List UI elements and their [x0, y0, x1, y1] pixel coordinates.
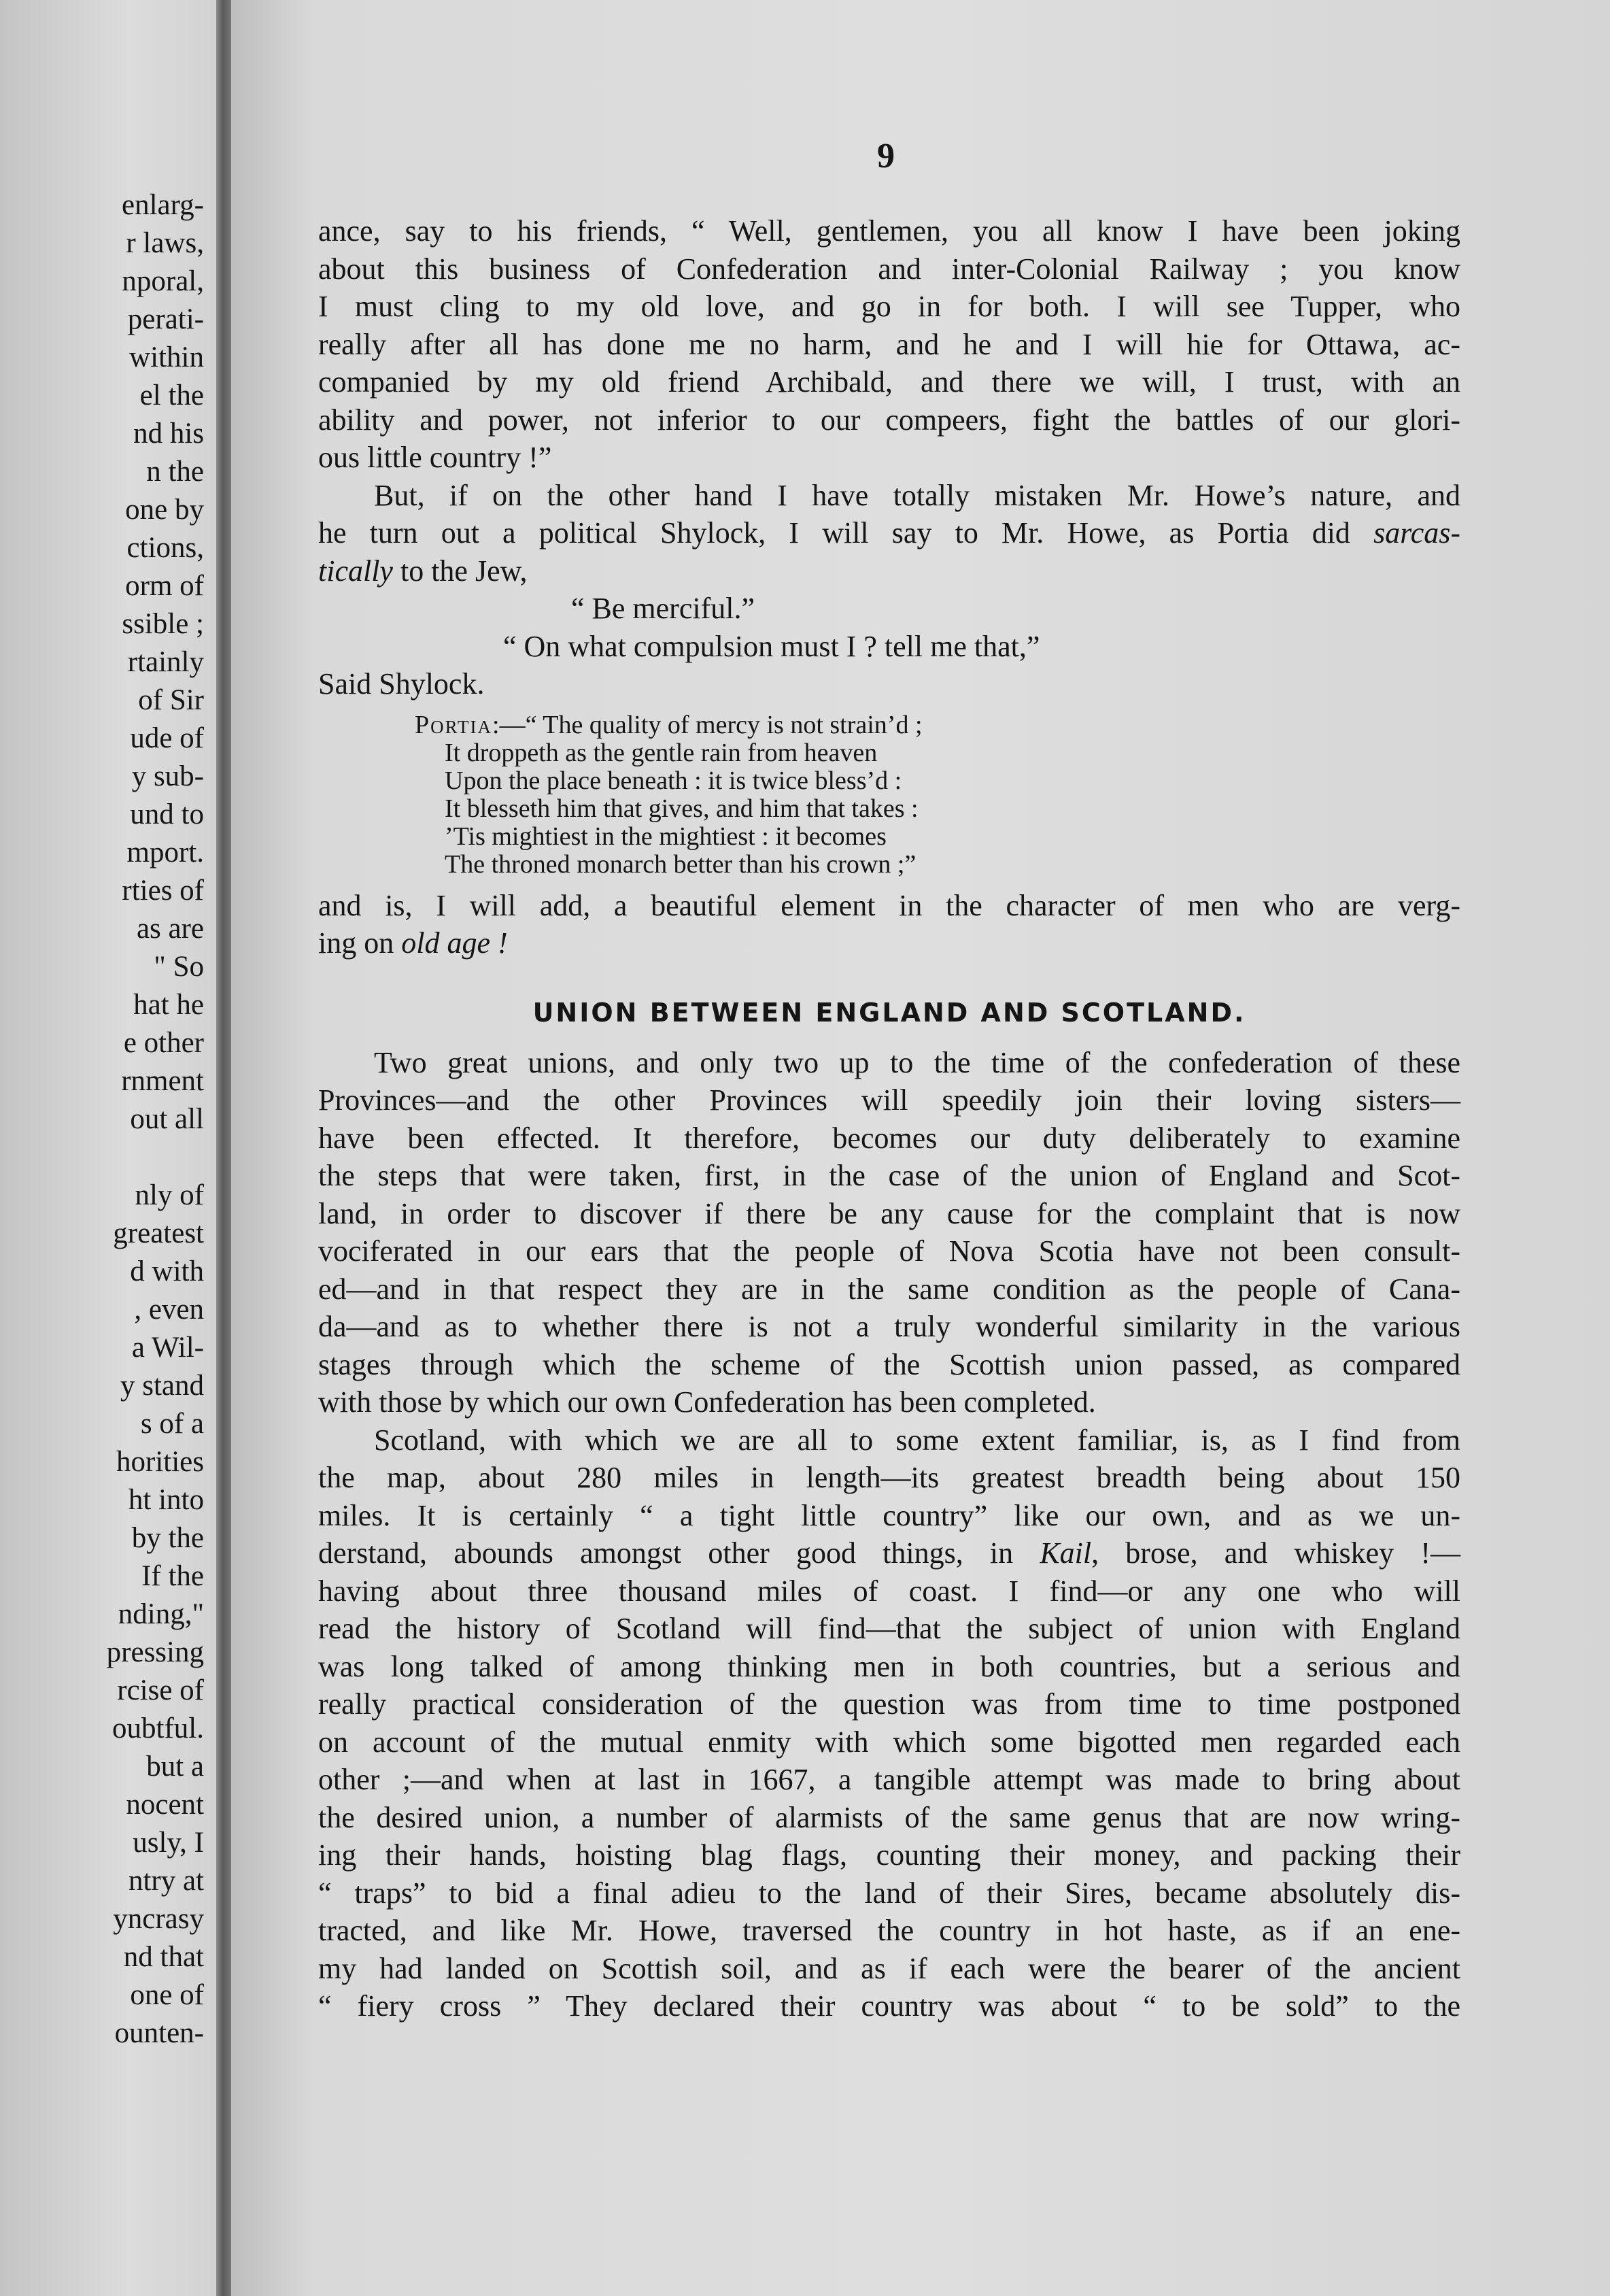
portia-line: Upon the place beneath : it is twice bless’d : [445, 766, 902, 795]
left-column-text [34, 186, 204, 2053]
text-line: having about three thousand miles of coast. I find—or any one who will [318, 1574, 1460, 1608]
left-column-line: one of [130, 1979, 204, 2011]
text-line: ed—and in that respect they are in the same condition as the people of Cana- [318, 1272, 1460, 1306]
left-column-line [34, 1138, 204, 1177]
left-column-line: el the [139, 379, 204, 411]
text-line: my had landed on Scottish soil, and as if each were the bearer of the ancient [318, 1951, 1460, 1985]
left-column-line: y sub- [131, 760, 204, 792]
paragraph-shylock [318, 477, 1460, 590]
text-line: and is, I will add, a beautiful element in the character of men who are verg- [318, 888, 1460, 922]
text-line: the steps that were taken, first, in the case of the union of England and Scot- [318, 1159, 1460, 1192]
text-line: derstand, abounds amongst other good things, in Kail, brose, and whiskey !— [318, 1536, 1461, 1570]
left-column-line: e other [123, 1027, 204, 1059]
left-column-line: hat he [133, 989, 204, 1021]
text-line: Scotland, with which we are all to some extent familiar, is, as I find from [374, 1423, 1460, 1457]
quote-compulsion: “ On what compulsion must I ? tell me that,” [503, 629, 1040, 663]
page-body [318, 212, 1460, 2025]
text-line: he turn out a political Shylock, I will say to Mr. Howe, as Portia did sarcas- [318, 516, 1460, 550]
paragraph-two-unions [318, 1044, 1460, 1421]
portia-line: Portia:—“ The quality of mercy is not strain’d ; [415, 710, 923, 739]
left-column-line: n the [146, 456, 204, 488]
text-line: companied by my old friend Archibald, and there we will, I trust, with an [318, 365, 1460, 399]
left-column-line: out all [130, 1103, 204, 1135]
portia-line: It droppeth as the gentle rain from heaven [445, 738, 878, 767]
text-line: But, if on the other hand I have totally mistaken Mr. Howe’s nature, and [374, 478, 1460, 512]
paragraph-continuation [318, 212, 1460, 477]
portia-line: It blesseth him that gives, and him that takes : [445, 794, 919, 823]
left-column-line: but a [146, 1751, 204, 1783]
left-column-line: greatest [113, 1217, 204, 1249]
text-line: stages through which the scheme of the Scottish union passed, as compared [318, 1347, 1460, 1381]
text-line: Provinces—and the other Provinces will speedily join their loving sisters— [318, 1083, 1460, 1117]
text-line: da—and as to whether there is not a truly wonderful similarity in the various [318, 1310, 1460, 1343]
said-shylock: Said Shylock. [318, 667, 485, 700]
text-line: “ fiery cross ” They declared their country was about “ to be sold” to the [318, 1989, 1460, 2023]
text-line: ance, say to his friends, “ Well, gentlemen, you all know I have been joking [318, 214, 1460, 248]
text-line: the desired union, a number of alarmists of the same genus that are now wring- [318, 1800, 1460, 1834]
left-page-edge [0, 0, 216, 2296]
left-column-line: ssible ; [122, 608, 204, 640]
text-line: ing their hands, hoisting blag flags, counting their money, and packing their [318, 1838, 1460, 1872]
text-line: ing on old age ! [318, 926, 508, 960]
text-line: I must cling to my old love, and go in for both. I will see Tupper, who [318, 290, 1460, 323]
left-column-line: one by [125, 494, 204, 526]
text-line: with those by which our own Confederation has been completed. [318, 1385, 1096, 1419]
text-line: the map, about 280 miles in length—its greatest breadth being about 150 [318, 1461, 1460, 1494]
text-line: tracted, and like Mr. Howe, traversed the country in hot haste, as if an ene- [318, 1914, 1460, 1947]
paragraph-old-age [318, 887, 1460, 962]
left-column-line: ht into [128, 1484, 204, 1516]
left-column-line: nocent [126, 1789, 204, 1821]
book-gutter [216, 0, 231, 2296]
text-line: “ traps” to bid a final adieu to the land of their Sires, became absolutely dis- [318, 1876, 1460, 1910]
left-column-line: nding," [118, 1598, 204, 1630]
left-column-line: nd that [123, 1941, 204, 1973]
left-column-line: , even [134, 1294, 204, 1326]
left-column-line: rtainly [127, 646, 204, 678]
left-column-line: yncrasy [113, 1903, 204, 1935]
portia-line: The throned monarch better than his crown ;” [445, 849, 917, 879]
text-line: really after all has done me no harm, and he and I will hie for Ottawa, ac- [318, 327, 1460, 361]
left-column-line: s of a [140, 1408, 204, 1440]
text-line: tically to the Jew, [318, 554, 528, 588]
left-column-line: orm of [125, 570, 204, 602]
left-column-line: und to [130, 798, 204, 830]
text-line: Two great unions, and only two up to the time of the confederation of these [374, 1045, 1460, 1079]
left-column-line: d with [130, 1255, 204, 1287]
left-column-line: within [129, 341, 204, 373]
left-column-line: oubtful. [112, 1712, 204, 1744]
left-column-line: by the [131, 1522, 204, 1554]
text-line: other ;—and when at last in 1667, a tangible attempt was made to bring about [318, 1763, 1460, 1796]
portia-label: Portia [415, 710, 493, 739]
text-line: was long talked of among thinking men in both countries, but a serious and [318, 1649, 1460, 1683]
text-line: land, in order to discover if there be any cause for the complaint that is now [318, 1196, 1460, 1230]
left-column-line: mport. [126, 837, 204, 868]
text-line: ous little country !” [318, 441, 552, 474]
left-column-line: a Wil- [131, 1332, 204, 1364]
left-column-line: r laws, [126, 227, 204, 259]
text-line: vociferated in our ears that the people of Nova Scotia have not been consult- [318, 1234, 1460, 1268]
left-column-line: usly, I [133, 1827, 204, 1859]
left-column-line: rties of [122, 875, 204, 907]
left-column-line: of Sir [138, 684, 204, 716]
left-column-line: horities [116, 1446, 204, 1478]
left-column-line: rcise of [117, 1674, 204, 1706]
left-column-line: " So [154, 951, 204, 983]
left-column-line: perati- [127, 303, 204, 335]
portia-quote [318, 711, 1460, 879]
left-column-line: ounten- [114, 2017, 204, 2049]
left-column-line: enlarg- [122, 189, 204, 221]
text-line: miles. It is certainly “ a tight little country” like our own, and as we un- [318, 1498, 1460, 1532]
text-line: on account of the mutual enmity with which some bigotted men regarded each [318, 1725, 1460, 1759]
left-column-line: ude of [130, 722, 204, 754]
text-line: ability and power, not inferior to our compeers, fight the battles of our glori- [318, 403, 1460, 437]
left-column-line: nly of [135, 1179, 204, 1211]
left-column-line: rnment [121, 1065, 204, 1097]
left-column-line: as are [136, 913, 204, 945]
left-column-line: ctions, [126, 532, 204, 564]
left-column-line: nd his [133, 418, 204, 450]
page-number: 9 [877, 137, 895, 175]
left-column-line: nporal, [122, 265, 204, 297]
text-line: read the history of Scotland will find—that the subject of union with England [318, 1612, 1460, 1645]
left-column-line: ntry at [128, 1865, 204, 1897]
left-column-line: y stand [120, 1370, 204, 1402]
text-line: about this business of Confederation and inter-Colonial Railway ; you know [318, 252, 1460, 286]
left-column-line: pressing [106, 1636, 204, 1668]
text-line: really practical consideration of the question was from time to time postponed [318, 1687, 1460, 1721]
left-column-line: If the [141, 1560, 204, 1592]
portia-line: ’Tis mightiest in the mightiest : it becomes [445, 822, 887, 851]
text-line: have been effected. It therefore, becomes our duty deliberately to examine [318, 1121, 1460, 1155]
section-heading: UNION BETWEEN ENGLAND AND SCOTLAND. [532, 997, 1246, 1028]
paragraph-scotland [318, 1421, 1460, 2025]
quote-be-merciful: “ Be merciful.” [571, 592, 755, 625]
